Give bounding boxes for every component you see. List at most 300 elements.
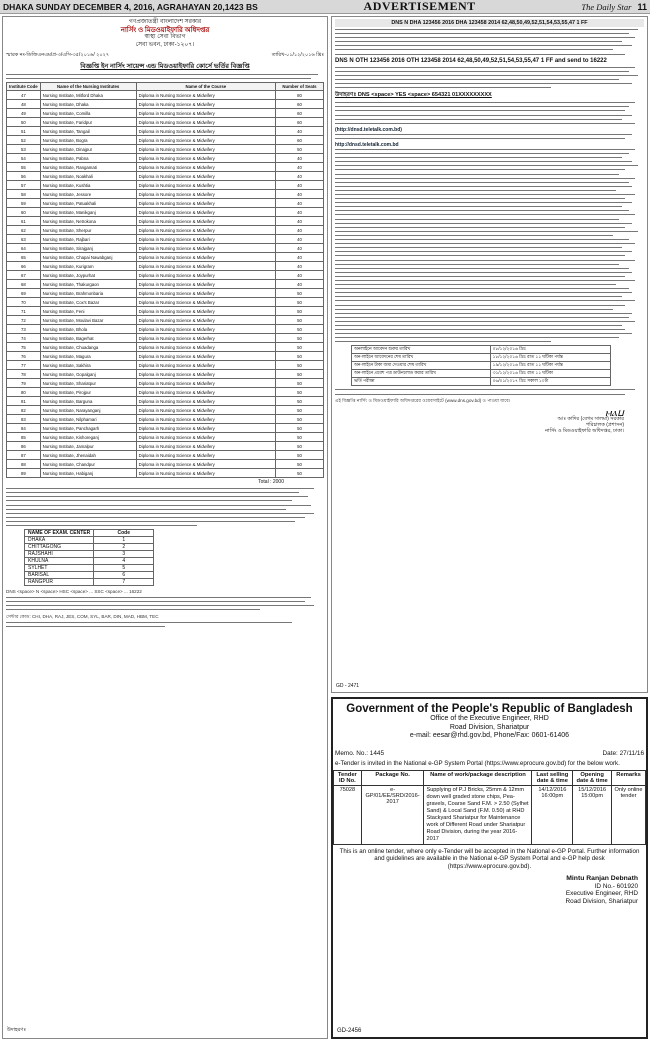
seat-count: 40 xyxy=(276,181,324,190)
memo-number: Memo. No.: 1445 xyxy=(335,749,385,757)
table-row xyxy=(7,154,324,163)
seat-count: 50 xyxy=(276,442,324,451)
institute-code: 47 xyxy=(7,91,41,100)
institute-code: 82 xyxy=(7,406,41,415)
institute-name: Nursing Institute, Pabna xyxy=(40,154,136,163)
course-name: Diploma in Nursing Science & Midwifery xyxy=(136,280,275,289)
col-header: Tender ID No. xyxy=(334,770,362,785)
seat-count: 50 xyxy=(276,352,324,361)
seat-count: 50 xyxy=(276,325,324,334)
seat-count: 40 xyxy=(276,226,324,235)
seat-count: 50 xyxy=(276,415,324,424)
sms-format: DNS <space> N <space> HSC <space> ... SSC <space> ... 16222 xyxy=(6,589,142,595)
schedule-table xyxy=(351,345,611,386)
center-name: CHITTAGONG xyxy=(25,544,94,551)
seat-count: 40 xyxy=(276,235,324,244)
institute-code: 50 xyxy=(7,118,41,127)
seat-count: 40 xyxy=(276,280,324,289)
course-name: Diploma in Nursing Science & Midwifery xyxy=(136,289,275,298)
website-notice: এই বিজ্ঞপ্তি নার্সিং ও মিডওয়াইফারি অধিদপ্তরের ওয়েবসাইটে (www.dns.gov.bd) ও পাওয়া যাবে। xyxy=(335,397,511,403)
table-row xyxy=(25,558,154,565)
institute-name: Nursing Institute, Gopalganj xyxy=(40,370,136,379)
seat-count: 40 xyxy=(276,262,324,271)
institute-code: 77 xyxy=(7,361,41,370)
institute-name: Nursing Institute, Nilphamari xyxy=(40,415,136,424)
institute-code: 60 xyxy=(7,208,41,217)
institute-code: 62 xyxy=(7,226,41,235)
seat-count: 60 xyxy=(276,118,324,127)
course-name: Diploma in Nursing Science & Midwifery xyxy=(136,271,275,280)
table-row xyxy=(352,354,611,362)
institute-code: 89 xyxy=(7,469,41,478)
website-link-2[interactable]: http://dnsd.teletalk.com.bd xyxy=(335,141,399,148)
table-row xyxy=(7,469,324,478)
course-name: Diploma in Nursing Science & Midwifery xyxy=(136,406,275,415)
course-name: Diploma in Nursing Science & Midwifery xyxy=(136,442,275,451)
seats-total xyxy=(6,479,324,485)
schedule-date: ০৬/০১/২০১৭ খ্রিঃ সকাল ১০টা xyxy=(490,378,610,386)
sms-example-other: DNS N OTH 123456 2016 OTH 123458 2014 62,48,50,49,52,51,54,53,55,47 1 FF and send to 16222 xyxy=(335,57,607,64)
signatory-title: পরিচালক (প্রশাসন) xyxy=(585,421,624,428)
gd-number: GD-2456 xyxy=(337,1028,362,1034)
nursing-admission-ad xyxy=(2,16,328,1039)
institute-name: Nursing Institute, Rajbari xyxy=(40,235,136,244)
institute-name: Nursing Institute, Mitford Dhaka xyxy=(40,91,136,100)
center-code-line: সেন্টার কোড: CHI, DHA, RAJ, JES, COM, SYL, BAR, DIN, MAD, HBM, TEC xyxy=(6,613,159,619)
memo-line xyxy=(333,750,646,757)
table-row xyxy=(7,361,324,370)
institute-name: Nursing Institute, Jessore xyxy=(40,190,136,199)
schedule-date: ০৮/১২/২০১৬ খ্রিঃ xyxy=(490,346,610,354)
ref-line xyxy=(6,52,324,60)
course-name: Diploma in Nursing Science & Midwifery xyxy=(136,415,275,424)
ad-footnote: উদাহরণঃ xyxy=(7,1027,27,1033)
course-name: Diploma in Nursing Science & Midwifery xyxy=(136,334,275,343)
seat-count: 40 xyxy=(276,163,324,172)
seat-count: 50 xyxy=(276,424,324,433)
table-row xyxy=(25,579,154,586)
table-row xyxy=(7,388,324,397)
center-code: 4 xyxy=(94,558,154,565)
institute-code: 66 xyxy=(7,262,41,271)
table-row xyxy=(7,370,324,379)
institute-code: 48 xyxy=(7,100,41,109)
institute-code: 63 xyxy=(7,235,41,244)
course-name: Diploma in Nursing Science & Midwifery xyxy=(136,361,275,370)
exam-center-table xyxy=(24,529,154,586)
table-row xyxy=(25,537,154,544)
institute-code: 83 xyxy=(7,415,41,424)
tender-table xyxy=(333,770,646,845)
institute-code: 58 xyxy=(7,190,41,199)
institute-name: Nursing Institute, Brahmonbaria xyxy=(40,289,136,298)
ref-date: তারিখ-০১/১২/২০১৬ খ্রিঃ xyxy=(271,52,324,58)
table-row xyxy=(7,325,324,334)
institute-name: Nursing Institute, Joypurhat xyxy=(40,271,136,280)
gov-division: Road Division, Shariatpur xyxy=(449,723,530,731)
course-name: Diploma in Nursing Science & Midwifery xyxy=(136,469,275,478)
institute-code: 80 xyxy=(7,388,41,397)
signatory-office: নার্সিং ও মিডওয়াইফারি অধিদপ্তর, ঢাকা। xyxy=(545,427,624,434)
seat-count: 50 xyxy=(276,361,324,370)
institute-name: Nursing Institute, Faridpur xyxy=(40,118,136,127)
header-line: গণপ্রজাতন্ত্রী বাংলাদেশ সরকার xyxy=(128,19,202,25)
course-name: Diploma in Nursing Science & Midwifery xyxy=(136,190,275,199)
seat-count: 50 xyxy=(276,460,324,469)
center-name: RANGPUR xyxy=(25,579,94,586)
table-row xyxy=(25,565,154,572)
schedule-item: ভর্তি পরীক্ষা xyxy=(352,378,491,386)
schedule-item: অনলাইনে আবেদন শুরুর তারিখ xyxy=(352,346,491,354)
seat-count: 50 xyxy=(276,433,324,442)
masthead xyxy=(0,0,650,14)
course-name: Diploma in Nursing Science & Midwifery xyxy=(136,226,275,235)
table-row xyxy=(7,145,324,154)
col-header: Code xyxy=(94,530,154,537)
memo-date: Date: 27/11/16 xyxy=(602,749,644,757)
col-header: Remarks xyxy=(612,770,646,785)
institute-code: 67 xyxy=(7,271,41,280)
seat-count: 50 xyxy=(276,289,324,298)
seat-count: 40 xyxy=(276,217,324,226)
course-name: Diploma in Nursing Science & Midwifery xyxy=(136,460,275,469)
schedule-item: অন-লাইনে আবেদনের শেষ তারিখ xyxy=(352,354,491,362)
package-no: e-GP/01/EE/SRD/2016-2017 xyxy=(361,785,424,844)
work-description: Supplying of P.J Bricks, 25mm & 12mm down well graded stone chips, Pea-gravels, Coarse Sand F.M. > 2.50 (Sylhet Sand) & Local Sand (F.M. 0.50) at RHD Stackyard Shariatpur for Maintenance work of Different Road under Shariatpur Road Division, during the year 2016-2017 xyxy=(424,785,532,844)
table-row xyxy=(25,572,154,579)
sms-example-box: DNS N DHA 123456 2016 DHA 123458 2014 62,48,50,49,52,51,54,53,55,47 1 FF xyxy=(335,19,644,27)
course-name: Diploma in Nursing Science & Midwifery xyxy=(136,397,275,406)
institute-name: Nursing Institute, Bhola xyxy=(40,325,136,334)
institute-name: Nursing Institute, Bogra xyxy=(40,136,136,145)
sms-instructions xyxy=(6,589,324,610)
table-row xyxy=(7,181,324,190)
seat-count: 50 xyxy=(276,397,324,406)
schedule-date: ১৯/১২/২০১৬ খ্রিঃ রাত ১১ ঘটিকা পর্যন্ত xyxy=(490,362,610,370)
seat-count: 50 xyxy=(276,469,324,478)
header-line: নার্সিং ও মিডওয়াইফারি অধিদপ্তর xyxy=(120,26,210,34)
course-name: Diploma in Nursing Science & Midwifery xyxy=(136,352,275,361)
table-row xyxy=(7,433,324,442)
gov-office: Office of the Executive Engineer, RHD xyxy=(430,715,549,722)
table-row xyxy=(7,307,324,316)
ad-header xyxy=(6,19,324,49)
table-row xyxy=(334,785,646,844)
table-row xyxy=(25,544,154,551)
signature-scrawl-icon: ⲙⲁⳙ xyxy=(605,405,624,419)
course-name: Diploma in Nursing Science & Midwifery xyxy=(136,217,275,226)
tender-id: 75028 xyxy=(334,785,362,844)
table-row xyxy=(7,343,324,352)
table-row xyxy=(7,163,324,172)
institute-name: Nursing Institute, Kishoreganj xyxy=(40,433,136,442)
tender-intro: e-Tender is invited in the National e-GP System Portal (https://www.eprocure.gov.bd) for the below work. xyxy=(335,759,620,767)
last-selling: 14/12/2016 16:00pm xyxy=(532,785,573,844)
institute-code: 86 xyxy=(7,442,41,451)
schedule-date: ৩১/১২/২০১৬ খ্রিঃ রাত ১১ ঘটিকা xyxy=(490,370,610,378)
table-row xyxy=(7,136,324,145)
course-name: Diploma in Nursing Science & Midwifery xyxy=(136,307,275,316)
table-row xyxy=(7,199,324,208)
gd-number: GD - 2471 xyxy=(336,683,360,689)
rules-text xyxy=(6,488,324,526)
course-name: Diploma in Nursing Science & Midwifery xyxy=(136,325,275,334)
institute-code: 65 xyxy=(7,253,41,262)
col-header: NAME OF EXAM. CENTER xyxy=(25,530,94,537)
table-row xyxy=(7,172,324,181)
table-row xyxy=(352,370,611,378)
etender-notice xyxy=(331,697,648,1039)
center-name: KHULNA xyxy=(25,558,94,565)
nursing-ad-continuation xyxy=(331,16,648,693)
table-row xyxy=(7,424,324,433)
table-row xyxy=(7,406,324,415)
intro-text xyxy=(6,74,324,79)
course-name: Diploma in Nursing Science & Midwifery xyxy=(136,244,275,253)
signer-office: Road Division, Shariatpur xyxy=(565,897,638,905)
table-row xyxy=(7,280,324,289)
institute-code: 49 xyxy=(7,109,41,118)
signer-title: Executive Engineer, RHD xyxy=(565,890,638,898)
institute-code: 73 xyxy=(7,325,41,334)
table-row xyxy=(7,334,324,343)
masthead-page-number: 11 xyxy=(637,1,647,12)
table-row xyxy=(7,262,324,271)
course-name: Diploma in Nursing Science & Midwifery xyxy=(136,91,275,100)
institute-name: Nursing Institute, Rangamati xyxy=(40,163,136,172)
seat-count: 40 xyxy=(276,244,324,253)
course-name: Diploma in Nursing Science & Midwifery xyxy=(136,316,275,325)
course-name: Diploma in Nursing Science & Midwifery xyxy=(136,136,275,145)
course-name: Diploma in Nursing Science & Midwifery xyxy=(136,118,275,127)
center-code: 6 xyxy=(94,572,154,579)
col-header: Number of Seats xyxy=(276,83,324,91)
course-name: Diploma in Nursing Science & Midwifery xyxy=(136,181,275,190)
center-code: 7 xyxy=(94,579,154,586)
table-row xyxy=(7,226,324,235)
course-name: Diploma in Nursing Science & Midwifery xyxy=(136,100,275,109)
seat-count: 50 xyxy=(276,316,324,325)
ref-number: স্মারক নং-ডিজিএনএম/প্র-৩/এসি-৩৫/২০১৬/ ২০২৭ xyxy=(6,52,110,58)
masthead-section: ADVERTISEMENT xyxy=(363,0,476,13)
institute-name: Nursing Institute, Noakhali xyxy=(40,172,136,181)
institute-code: 64 xyxy=(7,244,41,253)
center-code: 5 xyxy=(94,565,154,572)
institute-code: 84 xyxy=(7,424,41,433)
institute-code: 71 xyxy=(7,307,41,316)
institute-name: Nursing Institute, Chapai Nawabganj xyxy=(40,253,136,262)
center-name: SYLHET xyxy=(25,565,94,572)
center-name: RAJSHAHI xyxy=(25,551,94,558)
remarks: Only online tender xyxy=(612,785,646,844)
institute-name: Nursing Institute, Dhaka xyxy=(40,100,136,109)
institute-code: 78 xyxy=(7,370,41,379)
seat-count: 50 xyxy=(276,388,324,397)
table-row xyxy=(7,253,324,262)
institute-name: Nursing Institute, Netrokona xyxy=(40,217,136,226)
institute-code: 72 xyxy=(7,316,41,325)
seat-count: 40 xyxy=(276,154,324,163)
institute-name: Nursing Institute, Patuakhali xyxy=(40,199,136,208)
institute-code: 54 xyxy=(7,154,41,163)
institute-name: Nursing Institute, Habiganj xyxy=(40,469,136,478)
institute-code: 75 xyxy=(7,343,41,352)
institute-name: Nursing Institute, Chandpur xyxy=(40,460,136,469)
schedule-item: অন-লাইনে টাকা জমা দেওয়ার শেষ তারিখ xyxy=(352,362,491,370)
course-name: Diploma in Nursing Science & Midwifery xyxy=(136,424,275,433)
seat-count: 60 xyxy=(276,109,324,118)
table-row xyxy=(7,217,324,226)
masthead-date: DHAKA SUNDAY DECEMBER 4, 2016, AGRAHAYAN 20,1423 BS xyxy=(3,1,258,12)
institute-code: 87 xyxy=(7,451,41,460)
course-name: Diploma in Nursing Science & Midwifery xyxy=(136,208,275,217)
institute-name: Nursing Institute, Barguna xyxy=(40,397,136,406)
table-row xyxy=(7,460,324,469)
table-row xyxy=(7,208,324,217)
table-row xyxy=(7,352,324,361)
table-row xyxy=(7,118,324,127)
seat-count: 50 xyxy=(276,406,324,415)
ad-title: বিজ্ঞপ্তি ইন নার্সিং সায়েন্স এন্ড মিডওয়াইফারি কোর্সে ভর্তির বিজ্ঞপ্তি xyxy=(80,63,250,70)
table-row xyxy=(7,379,324,388)
signatory-name: আঃ কাদির (বেগম সালমা) সরকার xyxy=(557,415,624,422)
table-row xyxy=(7,190,324,199)
institute-name: Nursing Institute, Panchagarh xyxy=(40,424,136,433)
seat-count: 40 xyxy=(276,199,324,208)
table-row xyxy=(7,109,324,118)
institute-code: 51 xyxy=(7,127,41,136)
col-header: Name of the Course xyxy=(136,83,275,91)
institute-code: 69 xyxy=(7,289,41,298)
institute-code: 81 xyxy=(7,397,41,406)
schedule-date: ১৮/১২/২০১৬ খ্রিঃ রাত ১১ ঘটিকা পর্যন্ত xyxy=(490,354,610,362)
seat-count: 80 xyxy=(276,91,324,100)
table-row xyxy=(7,316,324,325)
institute-code: 61 xyxy=(7,217,41,226)
col-header: Package No. xyxy=(361,770,424,785)
col-header: Opening date & time xyxy=(573,770,612,785)
table-row xyxy=(7,127,324,136)
table-row xyxy=(7,271,324,280)
center-code: 1 xyxy=(94,537,154,544)
total-value: 2000 xyxy=(272,479,284,486)
table-row xyxy=(7,100,324,109)
course-name: Diploma in Nursing Science & Midwifery xyxy=(136,262,275,271)
institute-name: Nursing Institute, Kurigram xyxy=(40,262,136,271)
course-name: Diploma in Nursing Science & Midwifery xyxy=(136,145,275,154)
course-name: Diploma in Nursing Science & Midwifery xyxy=(136,298,275,307)
course-name: Diploma in Nursing Science & Midwifery xyxy=(136,235,275,244)
institute-name: Nursing Institute, Comilla xyxy=(40,109,136,118)
institute-code: 79 xyxy=(7,379,41,388)
table-row xyxy=(352,346,611,354)
table-row xyxy=(25,551,154,558)
table-row xyxy=(352,362,611,370)
seat-count: 60 xyxy=(276,100,324,109)
institute-code: 88 xyxy=(7,460,41,469)
institute-code: 52 xyxy=(7,136,41,145)
signer-name: Mintu Ranjan Debnath xyxy=(566,875,638,882)
seat-count: 50 xyxy=(276,370,324,379)
institute-code: 59 xyxy=(7,199,41,208)
table-row xyxy=(7,415,324,424)
seat-count: 60 xyxy=(276,136,324,145)
course-name: Diploma in Nursing Science & Midwifery xyxy=(136,127,275,136)
institute-name: Nursing Institute, Cox's Bazar xyxy=(40,298,136,307)
course-name: Diploma in Nursing Science & Midwifery xyxy=(136,433,275,442)
table-row xyxy=(7,235,324,244)
schedule-item: অন-লাইনে প্রবেশ পত্র ডাউনলোড করার তারিখ xyxy=(352,370,491,378)
institute-name: Nursing Institute, Chuadanga xyxy=(40,343,136,352)
opening-date: 15/12/2016 15:00pm xyxy=(573,785,612,844)
institute-name: Nursing Institute, Jamalpur xyxy=(40,442,136,451)
institute-name: Nursing Institute, Tangail xyxy=(40,127,136,136)
institute-code: 70 xyxy=(7,298,41,307)
institute-name: Nursing Institute, Kushtia xyxy=(40,181,136,190)
seat-count: 40 xyxy=(276,208,324,217)
institute-name: Nursing Institute, Bagerhat xyxy=(40,334,136,343)
seat-count: 40 xyxy=(276,172,324,181)
seat-count: 50 xyxy=(276,307,324,316)
table-row xyxy=(7,397,324,406)
course-name: Diploma in Nursing Science & Midwifery xyxy=(136,163,275,172)
seat-count: 50 xyxy=(276,334,324,343)
table-row xyxy=(7,91,324,100)
course-name: Diploma in Nursing Science & Midwifery xyxy=(136,154,275,163)
table-row xyxy=(7,289,324,298)
center-code: 3 xyxy=(94,551,154,558)
institute-name: Nursing Institute, Jhenaidah xyxy=(40,451,136,460)
institute-name: Nursing Institute, Dinajpur xyxy=(40,145,136,154)
center-code: 2 xyxy=(94,544,154,551)
institute-name: Nursing Institute, Moulavi Bazar xyxy=(40,316,136,325)
course-name: Diploma in Nursing Science & Midwifery xyxy=(136,253,275,262)
course-name: Diploma in Nursing Science & Midwifery xyxy=(136,451,275,460)
course-name: Diploma in Nursing Science & Midwifery xyxy=(136,109,275,118)
institute-name: Nursing Institute, Pirojpur xyxy=(40,388,136,397)
seat-count: 40 xyxy=(276,190,324,199)
course-name: Diploma in Nursing Science & Midwifery xyxy=(136,343,275,352)
seats-table-header xyxy=(7,83,324,91)
seat-count: 40 xyxy=(276,253,324,262)
website-link[interactable]: (http://dnsd.teletalk.com.bd) xyxy=(335,126,402,133)
table-row xyxy=(7,244,324,253)
center-name: DHAKA xyxy=(25,537,94,544)
institute-code: 57 xyxy=(7,181,41,190)
course-name: Diploma in Nursing Science & Midwifery xyxy=(136,379,275,388)
course-name: Diploma in Nursing Science & Midwifery xyxy=(136,370,275,379)
institute-code: 53 xyxy=(7,145,41,154)
table-row xyxy=(7,298,324,307)
institute-code: 76 xyxy=(7,352,41,361)
seat-count: 40 xyxy=(276,127,324,136)
institute-name: Nursing Institute, Magura xyxy=(40,352,136,361)
institute-name: Nursing Institute, Sherpur xyxy=(40,226,136,235)
institute-code: 74 xyxy=(7,334,41,343)
seat-count: 40 xyxy=(276,271,324,280)
institute-code: 55 xyxy=(7,163,41,172)
course-name: Diploma in Nursing Science & Midwifery xyxy=(136,172,275,181)
signer-id: ID No.- 601920 xyxy=(594,882,638,890)
header-line: সেবা ভবন, ঢাকা-১২০৭। xyxy=(135,41,195,48)
total-label: Total : xyxy=(258,479,272,486)
course-name: Diploma in Nursing Science & Midwifery xyxy=(136,388,275,397)
seat-count: 50 xyxy=(276,298,324,307)
col-header: Institute Code xyxy=(7,83,41,91)
table-row xyxy=(7,442,324,451)
header-line: স্বাস্থ্য সেবা বিভাগ xyxy=(144,34,186,40)
institute-code: 85 xyxy=(7,433,41,442)
